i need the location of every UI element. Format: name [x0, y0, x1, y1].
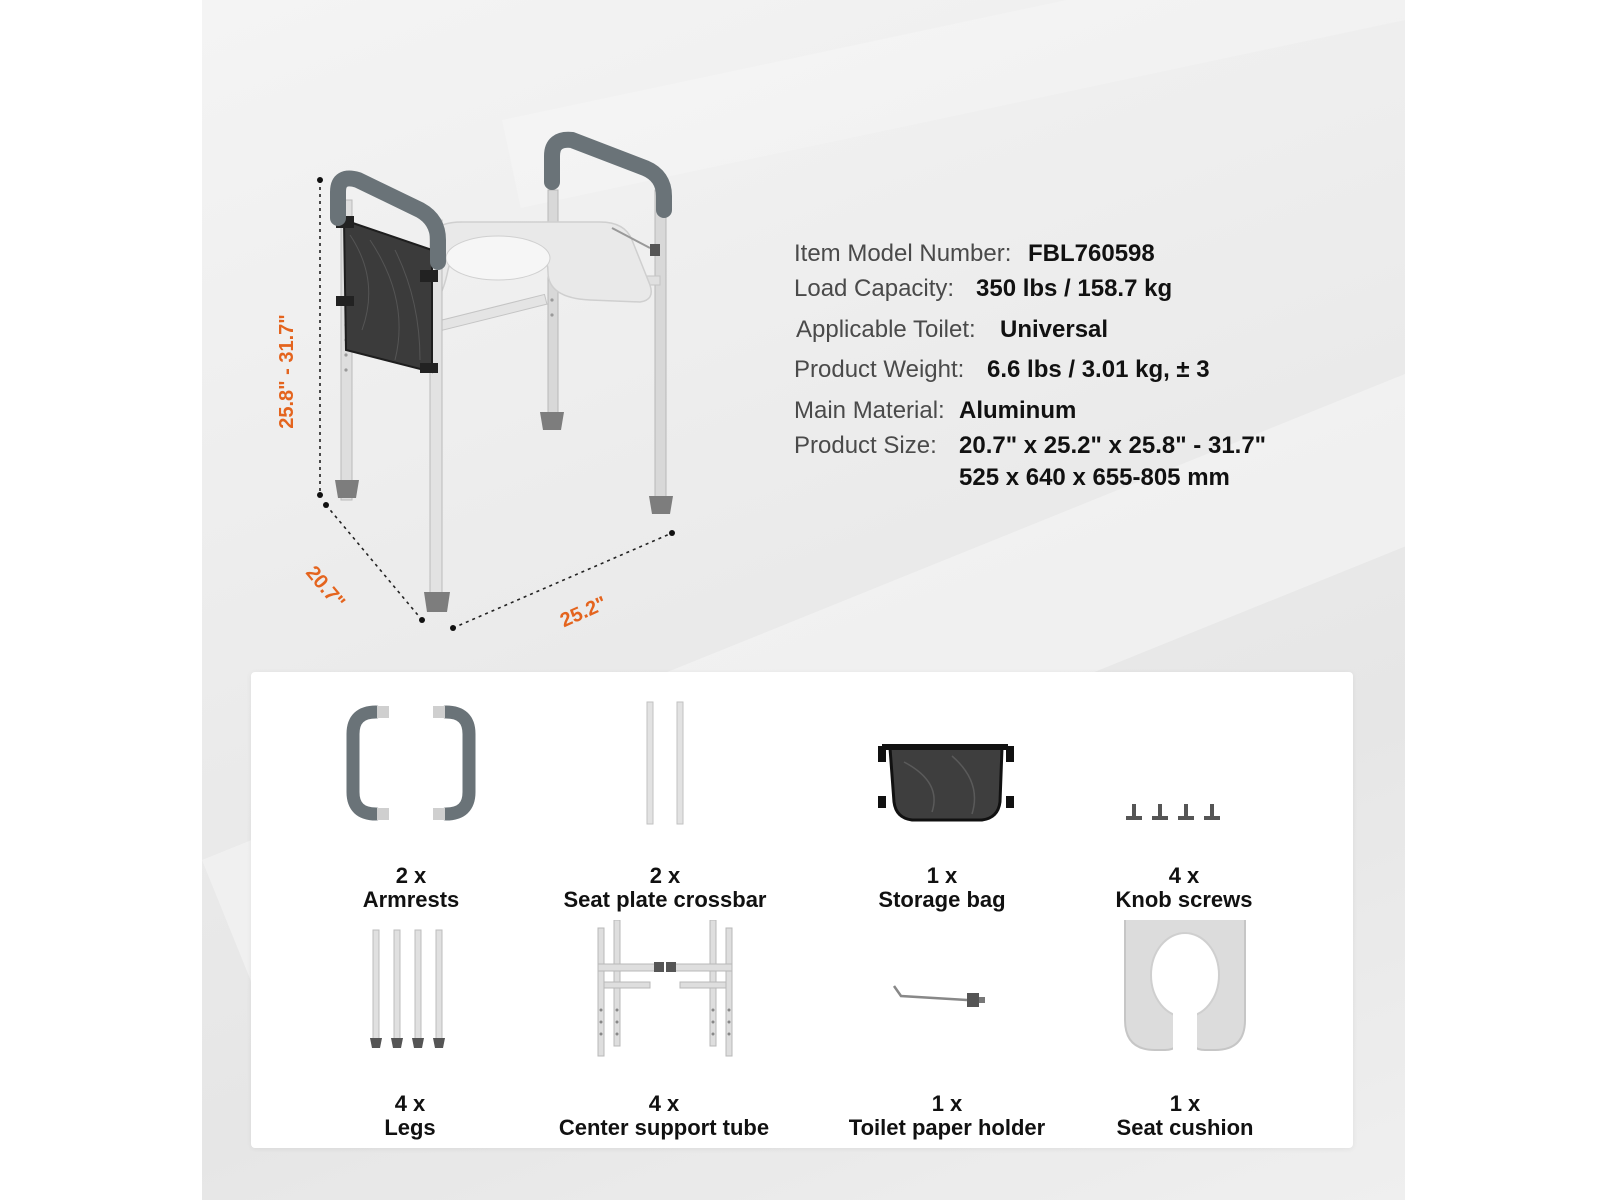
part-name: Legs [384, 1115, 436, 1140]
part-quantity: 2 x [395, 863, 427, 888]
spec-label: Load Capacity: [794, 275, 955, 302]
spec-value: Aluminum [959, 397, 1077, 424]
part-name: Seat plate crossbar [563, 887, 767, 912]
spec-model-number [794, 238, 1155, 270]
part-quantity: 1 x [1169, 1091, 1201, 1116]
depth-dimension-label: 20.7" [301, 562, 350, 614]
part-quantity: 1 x [931, 1091, 963, 1116]
spec-load-capacity [794, 273, 1173, 305]
part-quantity: 4 x [394, 1091, 426, 1116]
armrest-icon [281, 692, 541, 832]
part-name: Knob screws [1115, 887, 1253, 912]
spec-value: 20.7" x 25.2" x 25.8" - 31.7" [959, 432, 1267, 459]
spec-product-size [794, 430, 1267, 462]
width-dimension-label: 25.2" [557, 592, 611, 633]
height-dimension-label: 25.8" - 31.7" [275, 314, 298, 429]
spec-product-weight [794, 354, 1210, 386]
spec-applicable-toilet [796, 314, 1109, 346]
storage-bag-icon [812, 692, 1072, 832]
knob-screw-icon [1054, 692, 1314, 832]
spec-label: Item Model Number: [794, 240, 1012, 267]
spec-value: FBL760598 [1028, 240, 1155, 267]
spec-label: Main Material: [794, 397, 945, 424]
paper-holder-icon [817, 920, 1077, 1060]
part-name: Armrests [362, 887, 460, 912]
right-armrest-diagram [552, 140, 664, 210]
storage-bag-diagram [344, 220, 432, 372]
part-name: Toilet paper holder [848, 1115, 1046, 1140]
part-quantity: 1 x [926, 863, 958, 888]
spec-value: Universal [1000, 316, 1109, 343]
spec-main-material [794, 395, 1077, 427]
part-quantity: 2 x [649, 863, 681, 888]
part-name: Storage bag [878, 887, 1006, 912]
toilet-frame [335, 140, 673, 612]
support-tube-icon [534, 920, 794, 1060]
spec-label: Product Weight: [794, 356, 965, 383]
spec-value: 6.6 lbs / 3.01 kg, ± 3 [987, 356, 1210, 383]
spec-value: 525 x 640 x 655-805 mm [959, 464, 1230, 491]
part-name: Center support tube [558, 1115, 770, 1140]
crossbar-icon [535, 692, 795, 832]
parts-list [251, 672, 1353, 1148]
spec-label: Applicable Toilet: [796, 316, 976, 343]
part-quantity: 4 x [1168, 863, 1200, 888]
spec-label: Product Size: [794, 432, 937, 459]
spec-value: 350 lbs / 158.7 kg [976, 275, 1173, 302]
seat-cushion-icon [1055, 920, 1315, 1060]
part-name: Seat cushion [1116, 1115, 1254, 1140]
part-quantity: 4 x [648, 1091, 680, 1116]
leg-icon [280, 920, 540, 1060]
